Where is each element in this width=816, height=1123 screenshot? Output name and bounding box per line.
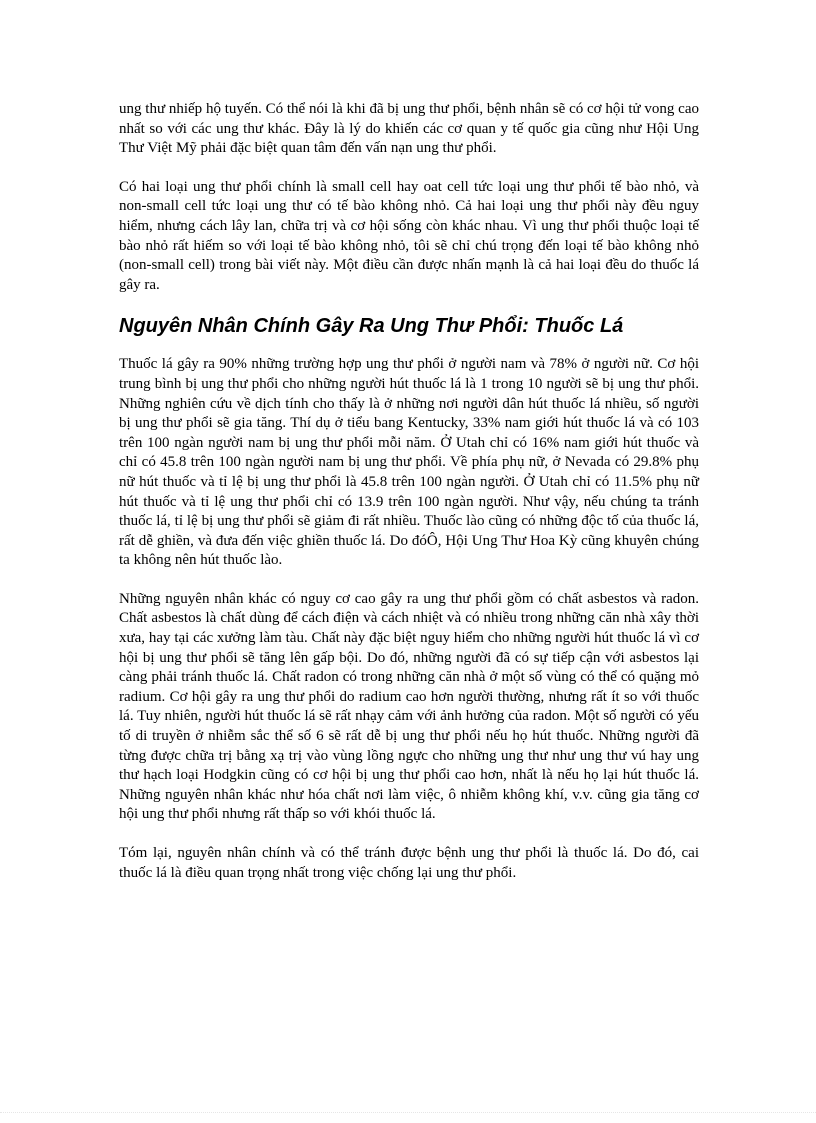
paragraph-lung-cancer-types: Có hai loại ung thư phổi chính là small cell hay oat cell tức loại ung thư phổi tế bào nhỏ, và non-small cell tức loại ung thư có tế bào không nhỏ. Cả hai loại ung thư phổi này đều nguy hiểm, nhưng cách lây lan, chữa trị và cơ hội sống còn khác nhau. Vì ung thư phổi thuộc loại tế bào nhỏ rất hiếm so với loại tế bào không nhỏ, tôi sẽ chỉ chú trọng đến loại tế bào không nhỏ (non-small cell) trong bài viết này. Một điều cần được nhấn mạnh là cả hai loại đều do thuốc lá gây ra.	[119, 178, 699, 293]
paragraph-conclusion: Tóm lại, nguyên nhân chính và có thể tránh được bệnh ung thư phổi là thuốc lá. Do đó, cai thuốc lá là điều quan trọng nhất trong việc chống lại ung thư phổi.	[119, 845, 699, 881]
document-page	[119, 100, 699, 902]
paragraph-intro-continuation: ung thư nhiếp hộ tuyến. Có thể nói là khi đã bị ung thư phổi, bệnh nhân sẽ có cơ hội tử vong cao nhất so với các ung thư khác. Đây là lý do khiến các cơ quan y tế quốc gia cũng như Hội Ung Thư Việt Mỹ phải đặc biệt quan tâm đến vấn nạn ung thư phổi.	[119, 101, 699, 157]
paragraph-other-causes: Những nguyên nhân khác có nguy cơ cao gây ra ung thư phổi gồm có chất asbestos và radon. Chất asbestos là chất dùng để cách điện và cách nhiệt và có nhiều trong những căn nhà xây thời xưa, hay tại các xưởng làm tàu. Chất này đặc biệt nguy hiểm cho những người hút thuốc lá vì cơ hội bị ung thư phổi sẽ tăng lên gấp bội. Do đó, những người đã có sự tiếp cận với asbestos lại càng phải tránh thuốc lá. Chất radon có trong những căn nhà ở một số vùng có thể có quặng mỏ radium. Cơ hội gây ra ung thư phổi do radium cao hơn người thường, nhưng rất ít so với thuốc lá. Tuy nhiên, người hút thuốc lá sẽ rất nhạy cảm với ảnh hưởng của radon. Một số người có yếu tố di truyền ở nhiễm sắc thể số 6 sẽ rất dễ bị ung thư phổi nếu họ hút thuốc. Những người đã từng được chữa trị bằng xạ trị vào vùng lồng ngực cho những ung thư như ung thư vú hay ung thư hạch loại Hodgkin cũng có cơ hội bị ung thư phổi cao hơn, nhất là nếu họ lại hút thuốc lá. Những nguyên nhân khác như hóa chất nơi làm việc, ô nhiễm không khí, v.v. cũng gia tăng cơ hội ung thư phổi nhưng rất thấp so với khói thuốc lá.	[119, 590, 699, 823]
section-heading: Nguyên Nhân Chính Gây Ra Ung Thư Phổi: Thuốc Lá	[119, 315, 624, 338]
page-bottom-border	[0, 1112, 816, 1113]
paragraph-smoking-statistics: Thuốc lá gây ra 90% những trường hợp ung thư phổi ở người nam và 78% ở người nữ. Cơ hội trung bình bị ung thư phổi cho những người hút thuốc lá là 1 trong 10 người sẽ bị ung thư phổi. Những nghiên cứu về dịch tính cho thấy là ở những nơi người dân hút thuốc lá nhiều, số người bị ung thư phổi sẽ gia tăng. Thí dụ ở tiểu bang Kentucky, 33% nam giới hút thuốc lá và có 103 trên 100 ngàn người nam bị ung thư phổi mỗi năm. Ở Utah chỉ có 16% nam giới hút thuốc và chỉ có 45.8 trên 100 ngàn người nam bị ung thư phổi. Về phía phụ nữ, ở Nevada có 29.8% phụ nữ hút thuốc và tỉ lệ bị ung thư phổi là 45.8 trên 100 ngàn người. Ở Utah chỉ có 11.5% phụ nữ hút thuốc và tỉ lệ ung thư phổi chỉ có 13.9 trên 100 ngàn người. Như vậy, nếu chúng ta tránh thuốc lá, tỉ lệ bị ung thư phổi sẽ giảm đi rất nhiều. Thuốc lào cũng có những độc tố của thuốc lá, rất dễ ghiền, và đưa đến việc ghiền thuốc lá. Do đóÔ, Hội Ung Thư Hoa Kỳ cũng khuyên chúng ta không nên hút thuốc lào.	[119, 356, 699, 569]
